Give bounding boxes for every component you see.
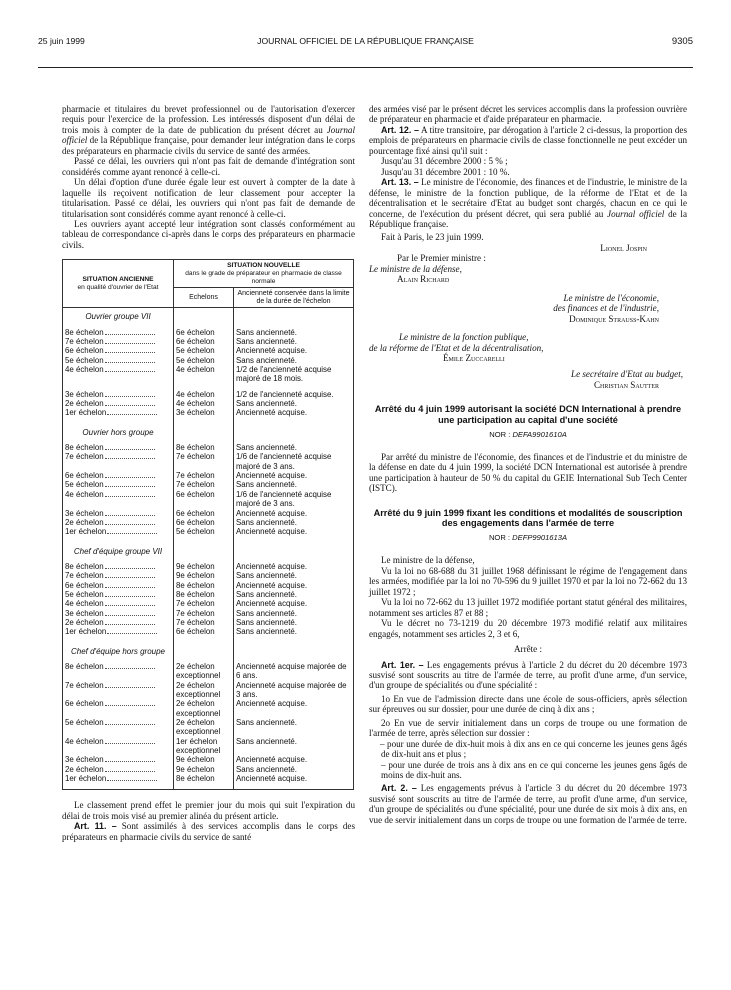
signature-par: Par le Premier ministre : — [397, 253, 486, 264]
signature-defense-title: Le ministre de la défense, — [369, 263, 462, 274]
header-rule — [38, 67, 693, 68]
leader-dots — [105, 599, 155, 606]
old-echelon: 4e échelon — [63, 365, 174, 384]
list-item: – pour une durée de dix-huit mois à dix ans en ce qui concerne les jeunes gens âgés de dix-huit ans et plus ; — [380, 738, 687, 760]
group-heading-row — [63, 308, 354, 322]
anciennete: Ancienneté acquise. — [234, 346, 354, 355]
table-row — [63, 774, 354, 783]
anciennete: Ancienneté acquise. — [234, 774, 354, 783]
page-header — [38, 36, 693, 50]
leader-dots — [107, 408, 157, 415]
leader-dots — [105, 490, 155, 497]
leader-dots — [105, 509, 155, 516]
new-echelon: 2e échelon exceptionnel — [174, 718, 234, 737]
right-column — [369, 104, 687, 825]
table-row — [63, 737, 354, 756]
new-echelon: 6e échelon — [174, 518, 234, 527]
paragraph: Vu le décret no 73-1219 du 20 décembre 1973 modifié relatif aux militaires engagés, notamment ses articles 2, 3 et 6, — [369, 618, 687, 639]
anciennete: Sans ancienneté. — [234, 356, 354, 365]
table-row — [63, 328, 354, 337]
table-row — [63, 408, 354, 417]
paragraph: des armées visé par le présent décret les services accomplis dans la profession ouvrière de préparateur en pharmacie et d'aide préparateur en pharmacie. — [369, 104, 687, 125]
old-echelon: 6e échelon — [63, 346, 174, 355]
anciennete: Ancienneté acquise. — [234, 562, 354, 571]
new-echelon: 7e échelon — [174, 480, 234, 489]
leader-dots — [105, 718, 155, 725]
article-2: Art. 2. – Les engagements prévus à l'article 3 du décret du 20 décembre 1973 susvisé sont souscrits au titre de l'armée de terre, au profit d'une arme, d'un service, d'un groupe de spécialités ou d'une spécialité, pour une durée de six mois à dix ans, en vue de servir initialement dans un corps de troupe ou une formation de l'armée de terre. — [369, 783, 687, 825]
anciennete: Sans ancienneté. — [234, 609, 354, 618]
leader-dots — [107, 527, 157, 534]
anciennete: Ancienneté acquise. — [234, 599, 354, 608]
arrete-label: Arrête : — [513, 644, 543, 655]
new-echelon: 7e échelon — [174, 471, 234, 480]
table-row — [63, 609, 354, 618]
anciennete: Sans ancienneté. — [234, 518, 354, 527]
group-heading-row — [63, 643, 354, 656]
new-echelon: 2e échelon exceptionnel — [174, 681, 234, 700]
leader-dots — [105, 480, 155, 487]
new-echelon: 4e échelon — [174, 399, 234, 408]
new-echelon: 6e échelon — [174, 328, 234, 337]
table-row — [63, 365, 354, 384]
old-echelon: 5e échelon — [63, 356, 174, 365]
anciennete: Ancienneté acquise. — [234, 527, 354, 536]
new-echelon: 2e échelon exceptionnel — [174, 662, 234, 681]
paragraph: Passé ce délai, les ouvriers qui n'ont pas fait de demande d'intégration sont considérés comme ayant renoncé à celle-ci. — [62, 156, 355, 177]
leader-dots — [105, 346, 155, 353]
old-echelon: 8e échelon — [63, 562, 174, 571]
header-date: 25 juin 1999 — [38, 36, 85, 46]
new-echelon: 5e échelon — [174, 527, 234, 536]
correspondence-table — [62, 259, 354, 790]
new-echelon: 9e échelon — [174, 571, 234, 580]
group-heading-row — [63, 543, 354, 556]
new-echelon: 6e échelon — [174, 627, 234, 636]
old-echelon: 3e échelon — [63, 609, 174, 618]
anciennete: Ancienneté acquise. — [234, 471, 354, 480]
old-echelon: 2e échelon — [63, 618, 174, 627]
old-echelon: 7e échelon — [63, 337, 174, 346]
old-echelon: 8e échelon — [63, 662, 174, 681]
anciennete: 1/6 de l'ancienneté acquise majoré de 3 ans. — [234, 490, 354, 509]
header-echelons: Echelons — [174, 288, 234, 308]
leader-dots — [105, 328, 155, 335]
leader-dots — [105, 452, 155, 459]
leader-dots — [105, 356, 155, 363]
old-echelon: 7e échelon — [63, 452, 174, 471]
new-echelon: 2e échelon exceptionnel — [174, 699, 234, 718]
new-echelon: 6e échelon — [174, 337, 234, 346]
table-row — [63, 399, 354, 408]
group-title: Ouvrier groupe VII — [85, 312, 151, 322]
arrete-title: Arrêté du 9 juin 1999 fixant les conditions et modalités de souscription des engagements dans l'armée de terre — [373, 507, 683, 529]
leader-dots — [105, 765, 155, 772]
paragraph: Les ouvriers ayant accepté leur intégration sont classés conformément au tableau de correspondance ci-après dans le corps des préparateurs en pharmacie civils. — [62, 218, 355, 250]
old-echelon: 5e échelon — [63, 718, 174, 737]
anciennete: Ancienneté acquise majorée de 3 ans. — [234, 681, 354, 700]
leader-dots — [105, 365, 155, 372]
new-echelon: 5e échelon — [174, 356, 234, 365]
old-echelon: 5e échelon — [63, 590, 174, 599]
table-row — [63, 471, 354, 480]
table-row — [63, 718, 354, 737]
signature-budget: Christian Sautter — [593, 379, 659, 390]
old-echelon: 4e échelon — [63, 599, 174, 608]
anciennete: Ancienneté acquise. — [234, 509, 354, 518]
old-echelon: 2e échelon — [63, 518, 174, 527]
anciennete: Sans ancienneté. — [234, 618, 354, 627]
new-echelon: 9e échelon — [174, 765, 234, 774]
table-body — [63, 308, 354, 790]
table-row — [63, 518, 354, 527]
table-row — [63, 581, 354, 590]
table-row — [63, 599, 354, 608]
leader-dots — [105, 618, 155, 625]
new-echelon: 8e échelon — [174, 590, 234, 599]
paragraph: Vu la loi no 68-688 du 31 juillet 1968 définissant le régime de l'engagement dans les armées, modifiée par la loi no 70-596 du 9 juillet 1970 et par la loi no 72-662 du 13 juillet 1972 ; — [369, 565, 687, 597]
new-echelon: 8e échelon — [174, 443, 234, 452]
signature-fp-title: Le ministre de la fonction publique, — [399, 332, 529, 343]
new-echelon: 9e échelon — [174, 562, 234, 571]
signature-eco: Dominique Strauss-Kahn — [569, 313, 659, 324]
table-row — [63, 627, 354, 636]
old-echelon: 8e échelon — [63, 443, 174, 452]
anciennete: Sans ancienneté. — [234, 571, 354, 580]
list-item: 1o En vue de l'admission directe dans une école de sous-officiers, après sélection sur épreuves ou sur dossier, pour une durée de cinq à dix ans ; — [369, 693, 687, 715]
anciennete: Sans ancienneté. — [234, 627, 354, 636]
signature-pm: Lionel Jospin — [600, 242, 647, 253]
paragraph: Un délai d'option d'une durée égale leur est ouvert à compter de la date à laquelle ils reçoivent notification de leur classement pour accepter la titularisation. Passé ce délai, les ouvriers qui n'ont pas fait de demande de titularisation sont considérés comme ayant renoncé à celle-ci. — [62, 177, 355, 219]
leader-dots — [105, 681, 155, 688]
header-new-situation: SITUATION NOUVELLE dans le grade de préparateur en pharmacie de classe normale — [174, 260, 354, 288]
old-echelon: 7e échelon — [63, 681, 174, 700]
table-row — [63, 509, 354, 518]
signature-fp: Émile Zuccarelli — [443, 352, 505, 363]
table-row — [63, 590, 354, 599]
old-echelon: 3e échelon — [63, 390, 174, 399]
old-echelon: 4e échelon — [63, 490, 174, 509]
anciennete: Ancienneté acquise majorée de 6 ans. — [234, 662, 354, 681]
header-page-number: 9305 — [671, 36, 693, 47]
leader-dots — [105, 399, 155, 406]
anciennete: Sans ancienneté. — [234, 765, 354, 774]
anciennete: Sans ancienneté. — [234, 337, 354, 346]
old-echelon: 7e échelon — [63, 571, 174, 580]
table-row — [63, 699, 354, 718]
leader-dots — [105, 609, 155, 616]
new-echelon: 7e échelon — [174, 599, 234, 608]
old-echelon: 2e échelon — [63, 765, 174, 774]
new-echelon: 7e échelon — [174, 452, 234, 471]
new-echelon: 9e échelon — [174, 755, 234, 764]
new-echelon: 5e échelon — [174, 346, 234, 355]
new-echelon: 4e échelon — [174, 390, 234, 399]
anciennete: Sans ancienneté. — [234, 590, 354, 599]
anciennete: Sans ancienneté. — [234, 443, 354, 452]
table-row — [63, 390, 354, 399]
leader-dots — [105, 471, 155, 478]
leader-dots — [105, 737, 155, 744]
leader-dots — [105, 699, 155, 706]
old-echelon: 1er échelon — [63, 408, 174, 417]
list-item: 2o En vue de servir initialement dans un corps de troupe ou une formation de l'armée de terre, après sélection sur dossier : — [369, 717, 687, 739]
old-echelon: 3e échelon — [63, 755, 174, 764]
anciennete: Sans ancienneté. — [234, 399, 354, 408]
table-row — [63, 452, 354, 471]
table-row — [63, 755, 354, 764]
new-echelon: 6e échelon — [174, 490, 234, 509]
article-1: Art. 1er. – Les engagements prévus à l'article 2 du décret du 20 décembre 1973 susvisé sont souscrits au titre de l'armée de terre, au profit d'une arme, d'un service, d'un groupe de spécialités ou d'une spécialité : — [369, 659, 687, 691]
signature-eco-title: Le ministre de l'économie, — [563, 292, 659, 303]
leader-dots — [105, 562, 155, 569]
anciennete: Ancienneté acquise. — [234, 581, 354, 590]
header-anciennete: Ancienneté conservée dans la limite de la durée de l'échelon — [234, 288, 354, 308]
table-row — [63, 681, 354, 700]
paragraph: Art. 11. – Sont assimilés à des services accomplis dans le corps des préparateurs en pharmacie civils du service de santé — [62, 821, 356, 842]
new-echelon: 4e échelon — [174, 365, 234, 384]
old-echelon: 1er échelon — [63, 527, 174, 536]
group-heading-row — [63, 424, 354, 437]
table-row — [63, 443, 354, 452]
table-row — [63, 356, 354, 365]
list-item: Jusqu'au 31 décembre 2001 : 10 %. — [381, 166, 510, 177]
paragraph: Vu la loi no 72-662 du 13 juillet 1972 modifiée portant statut général des militaires, notamment ses articles 87 et 88 ; — [369, 597, 687, 618]
table-row — [63, 527, 354, 536]
table-row — [63, 562, 354, 571]
table-row — [63, 662, 354, 681]
old-echelon: 6e échelon — [63, 471, 174, 480]
anciennete: Ancienneté acquise. — [234, 699, 354, 718]
old-echelon: 1er échelon — [63, 774, 174, 783]
list-item: Jusqu'au 31 décembre 2000 : 5 % ; — [381, 156, 508, 167]
table-row — [63, 765, 354, 774]
group-title: Ouvrier hors groupe — [82, 427, 154, 437]
signature-defense: Alain Richard — [397, 274, 450, 285]
table-row — [63, 346, 354, 355]
signature-fp-title: de la réforme de l'Etat et de la décentralisation, — [369, 342, 544, 353]
nor-reference: NOR : DEFA9901610A — [489, 429, 567, 439]
anciennete: Ancienneté acquise. — [234, 408, 354, 417]
old-echelon: 8e échelon — [63, 328, 174, 337]
signature-budget-title: Le secrétaire d'Etat au budget, — [571, 369, 683, 380]
old-echelon: 6e échelon — [63, 581, 174, 590]
table-row — [63, 490, 354, 509]
old-echelon: 1er échelon — [63, 627, 174, 636]
arrete-title: Arrêté du 4 juin 1999 autorisant la société DCN International à prendre une participation au capital d'une société — [374, 404, 682, 425]
old-echelon: 3e échelon — [63, 509, 174, 518]
leader-dots — [105, 581, 155, 588]
anciennete: Ancienneté acquise. — [234, 755, 354, 764]
paragraph: Le classement prend effet le premier jour du mois qui suit l'expiration du délai de trois mois visé au premier alinéa du présent article. — [62, 800, 355, 821]
old-echelon: 6e échelon — [63, 699, 174, 718]
leader-dots — [105, 518, 155, 525]
new-echelon: 1er échelon exceptionnel — [174, 737, 234, 756]
article-12: Art. 12. – A titre transitoire, par dérogation à l'article 2 ci-dessus, la proportion des emplois de préparateurs en pharmacie civils de classe fonctionnelle ne peut excéder un pourcentage fixé ainsi qu'il suit : — [369, 124, 687, 156]
leader-dots — [107, 627, 157, 634]
anciennete: Sans ancienneté. — [234, 480, 354, 489]
new-echelon: 3e échelon — [174, 408, 234, 417]
new-echelon: 8e échelon — [174, 581, 234, 590]
anciennete: Sans ancienneté. — [234, 718, 354, 737]
new-echelon: 6e échelon — [174, 509, 234, 518]
article-13: Art. 13. – Le ministre de l'économie, des finances et de l'industrie, le ministre de la défense, le ministre de la fonction publique, de la réforme de l'Etat et de la décentralisation et le secrétaire d'Etat au budget sont chargés, chacun en ce qui le concerne, de l'exécution du présent décret, qui sera publié au Journal officiel de la République française. — [369, 177, 687, 229]
header-journal-title: JOURNAL OFFICIEL DE LA RÉPUBLIQUE FRANÇAISE — [257, 36, 474, 46]
anciennete: Sans ancienneté. — [234, 328, 354, 337]
leader-dots — [105, 390, 155, 397]
table-row — [63, 571, 354, 580]
signature-date: Fait à Paris, le 23 juin 1999. — [381, 232, 484, 243]
list-item: – pour une durée de trois ans à dix ans en ce qui concerne les jeunes gens âgés de moins de dix-huit ans. — [381, 759, 687, 781]
old-echelon: 4e échelon — [63, 737, 174, 756]
anciennete: Sans ancienneté. — [234, 737, 354, 756]
leader-dots — [105, 755, 155, 762]
leader-dots — [105, 590, 155, 597]
group-title: Chef d'équipe hors groupe — [70, 646, 166, 656]
anciennete: 1/2 de l'ancienneté acquise majoré de 18 mois. — [234, 365, 354, 384]
old-echelon: 2e échelon — [63, 399, 174, 408]
table-row — [63, 480, 354, 489]
paragraph: Le ministre de la défense, — [381, 555, 475, 566]
group-title: Chef d'équipe groupe VII — [73, 546, 163, 556]
new-echelon: 7e échelon — [174, 618, 234, 627]
paragraph: Par arrêté du ministre de l'économie, des finances et de l'industrie et du ministre de la défense en date du 4 juin 1999, la société DCN International est autorisée à prendre une participation à hauteur de 50 % du capital du GEIE International Sub Tech Center (ISTC). — [369, 451, 687, 494]
leader-dots — [105, 443, 155, 450]
anciennete: 1/2 de l'ancienneté acquise. — [234, 390, 354, 399]
table-row — [63, 337, 354, 346]
table-row — [63, 618, 354, 627]
header-old-situation: SITUATION ANCIENNE en qualité d'ouvrier de l'Etat — [63, 260, 174, 308]
nor-reference: NOR : DEFP9901613A — [488, 532, 568, 542]
old-echelon: 5e échelon — [63, 480, 174, 489]
signature-eco-title: des finances et de l'industrie, — [553, 303, 659, 314]
anciennete: 1/6 de l'ancienneté acquise majoré de 3 ans. — [234, 452, 354, 471]
leader-dots — [105, 337, 155, 344]
leader-dots — [107, 774, 157, 781]
leader-dots — [105, 662, 155, 669]
left-column — [62, 104, 355, 842]
new-echelon: 7e échelon — [174, 609, 234, 618]
new-echelon: 8e échelon — [174, 774, 234, 783]
paragraph: pharmacie et titulaires du brevet professionnel ou de l'autorisation d'exercer requis pour l'exercice de la profession. Les intéressés disposent d'un délai de trois mois à compter de la date de publication du présent décret au Journal officiel de la République française, pour demander leur intégration dans le corps des préparateurs en pharmacie civils du service de santé des armées. — [62, 104, 355, 156]
leader-dots — [105, 571, 155, 578]
